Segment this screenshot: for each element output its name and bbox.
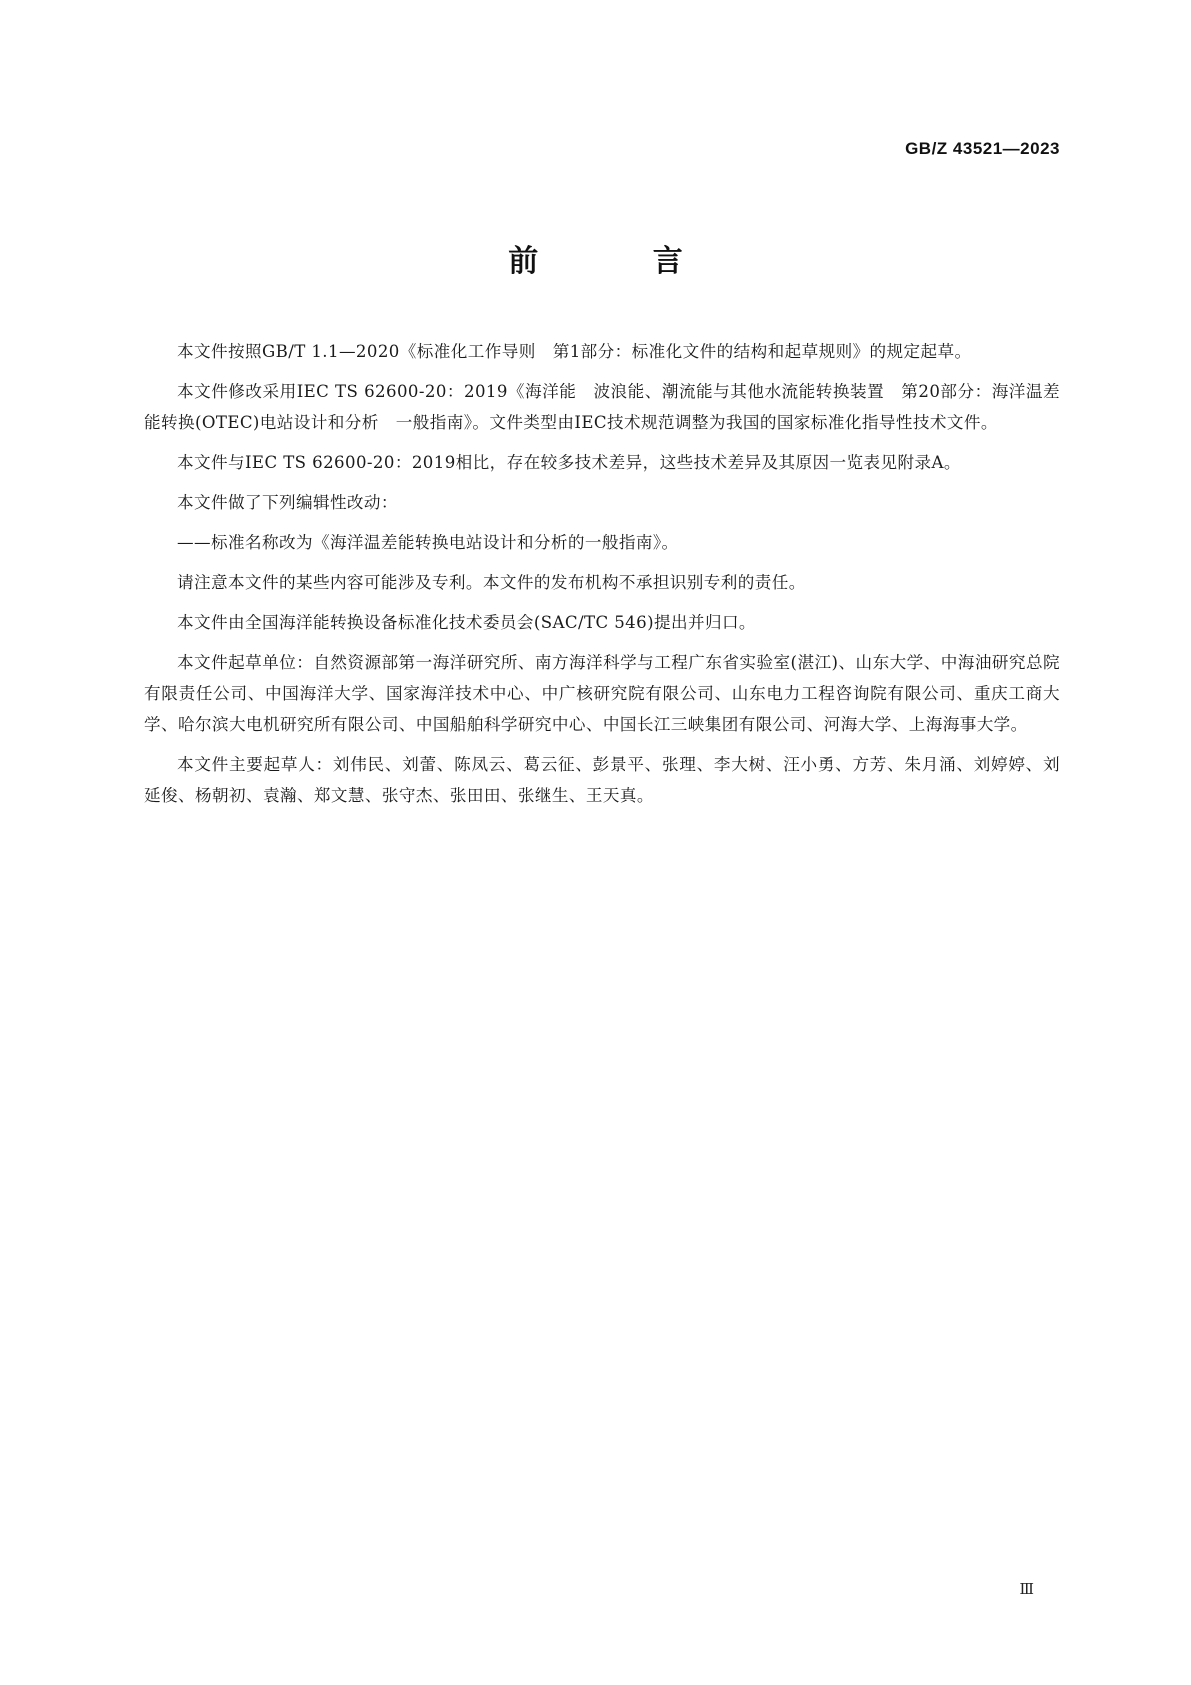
page-number: Ⅲ	[1019, 1580, 1034, 1598]
paragraph-proposed-by: 本文件由全国海洋能转换设备标准化技术委员会(SAC/TC 546)提出并归口。	[177, 613, 756, 632]
paragraph-adoption: 本文件修改采用IEC TS 62600-20：2019《海洋能 波浪能、潮流能与其他水流能转换装置 第20部分：海洋温差能转换(OTEC)电站设计和分析 一般指南》。文件类型由IEC技术规范调整为我国的国家标准化指导性技术文件。	[144, 382, 1060, 432]
foreword-body	[144, 336, 1060, 820]
paragraph-editorial-change-item: ——标准名称改为《海洋温差能转换电站设计和分析的一般指南》。	[177, 533, 679, 552]
paragraph-drafters: 本文件主要起草人：刘伟民、刘蕾、陈凤云、葛云征、彭景平、张理、李大树、汪小勇、方芳、朱月涌、刘婷婷、刘延俊、杨朝初、袁瀚、郑文慧、张守杰、张田田、张继生、王天真。	[144, 755, 1060, 805]
paragraph-editorial-changes: 本文件做了下列编辑性改动：	[177, 493, 398, 512]
paragraph-drafting-rules: 本文件按照GB/T 1.1—2020《标准化工作导则 第1部分：标准化文件的结构和起草规则》的规定起草。	[177, 342, 972, 361]
paragraph-drafting-units: 本文件起草单位：自然资源部第一海洋研究所、南方海洋科学与工程广东省实验室(湛江)、山东大学、中海油研究总院有限责任公司、中国海洋大学、国家海洋技术中心、中广核研究院有限公司、山东电力工程咨询院有限公司、重庆工商大学、哈尔滨大电机研究所有限公司、中国船舶科学研究中心、中国长江三峡集团有限公司、河海大学、上海海事大学。	[144, 653, 1060, 734]
page-title: 前 言	[508, 244, 735, 279]
standard-number: GB/Z 43521—2023	[905, 139, 1060, 158]
paragraph-patent-notice: 请注意本文件的某些内容可能涉及专利。本文件的发布机构不承担识别专利的责任。	[177, 573, 806, 592]
paragraph-technical-differences: 本文件与IEC TS 62600-20：2019相比，存在较多技术差异，这些技术差异及其原因一览表见附录A。	[177, 453, 961, 472]
